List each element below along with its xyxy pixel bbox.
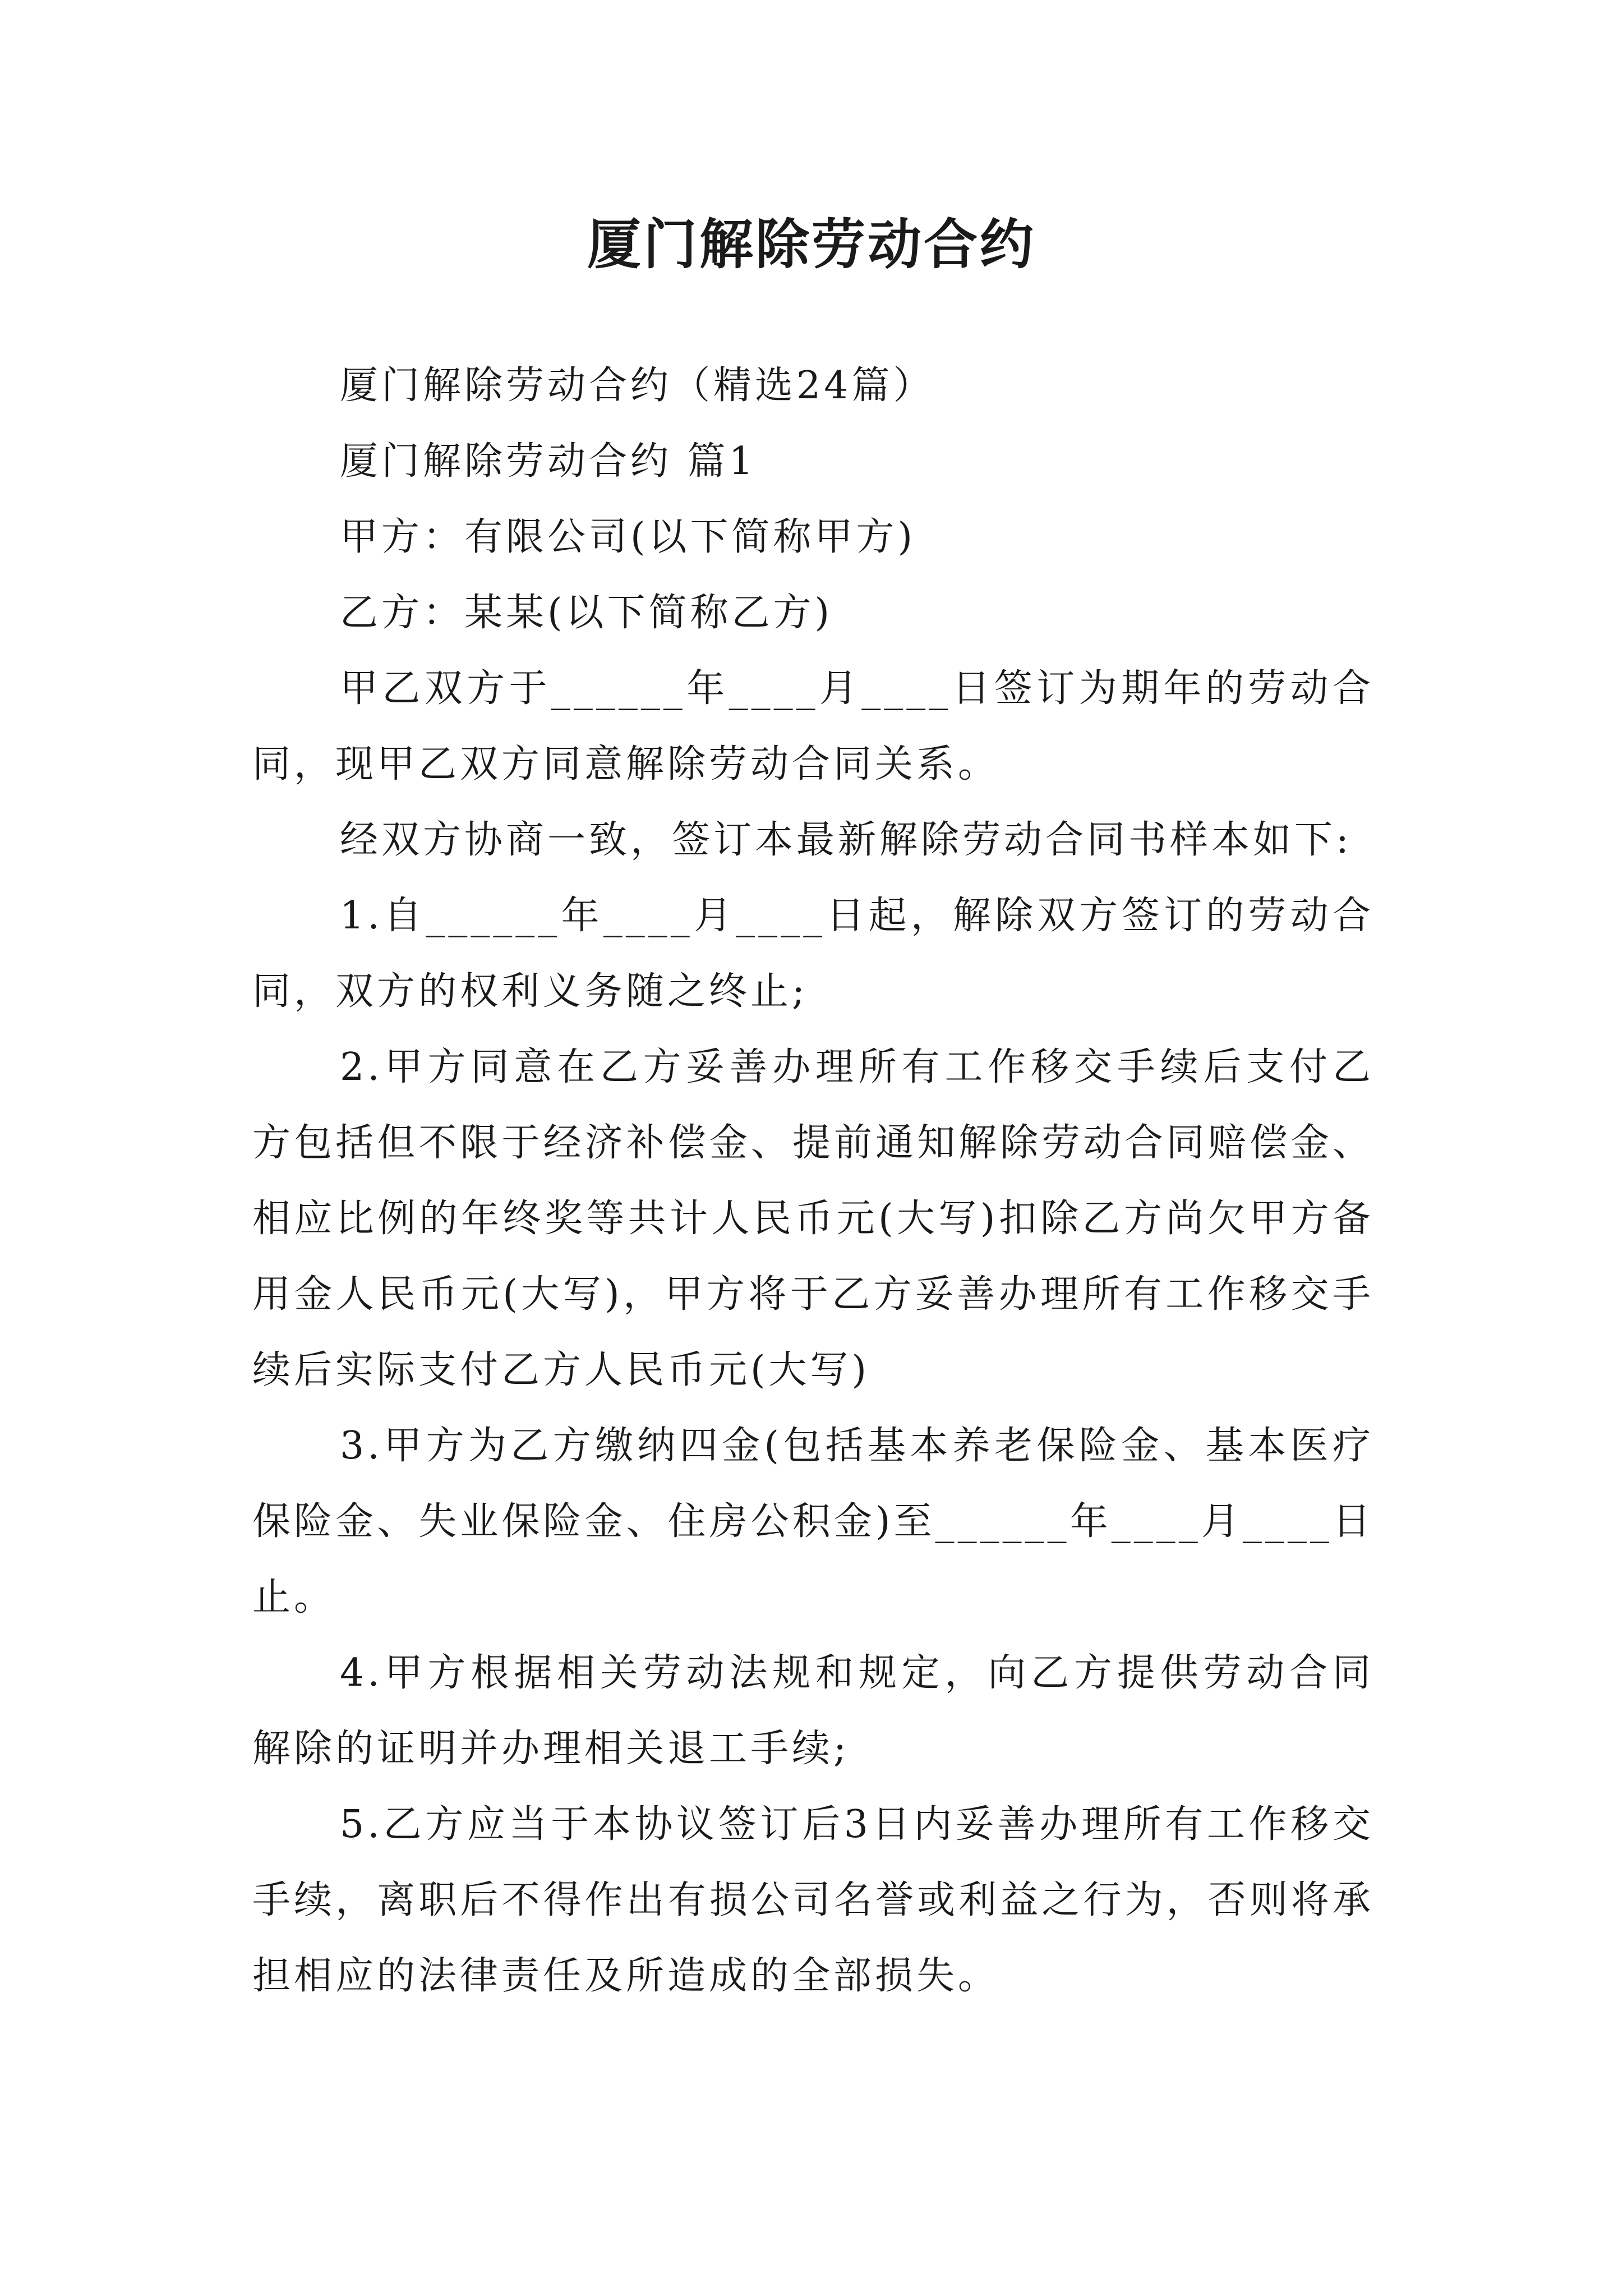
paragraph-clause-4: 4.甲方根据相关劳动法规和规定，向乙方提供劳动合同解除的证明并办理相关退工手续; <box>252 1651 1374 1771</box>
paragraph-clause-1: 1.自______年____月____日起，解除双方签订的劳动合同，双方的权利义务随之终止; <box>252 894 1374 1014</box>
paragraph-section-heading: 厦门解除劳动合约 篇1 <box>340 439 757 484</box>
paragraph-clause-2: 2.甲方同意在乙方妥善办理所有工作移交手续后支付乙方包括但不限于经济补偿金、提前通知解除劳动合同赔偿金、相应比例的年终奖等共计人民币元(大写)扣除乙方尚欠甲方备用金人民币元(大写)，甲方将于乙方妥善办理所有工作移交手续后实际支付乙方人民币元(大写) <box>252 1045 1374 1392</box>
paragraph-clause-3: 3.甲方为乙方缴纳四金(包括基本养老保险金、基本医疗保险金、失业保险金、住房公积金)至______年____月____日止。 <box>252 1424 1374 1619</box>
paragraph-clause-5: 5.乙方应当于本协议签订后3日内妥善办理所有工作移交手续，离职后不得作出有损公司名誉或利益之行为，否则将承担相应的法律责任及所造成的全部损失。 <box>252 1802 1374 1998</box>
paragraph-party-a: 甲方：有限公司(以下简称甲方) <box>340 515 916 559</box>
paragraph-agreement: 经双方协商一致，签订本最新解除劳动合同书样本如下: <box>340 818 1352 862</box>
paragraph-party-b: 乙方：某某(以下简称乙方) <box>340 591 833 635</box>
document-body <box>252 348 1374 2014</box>
paragraph-subtitle: 厦门解除劳动合约（精选24篇） <box>340 364 935 408</box>
paragraph-intro: 甲乙双方于______年____月____日签订为期年的劳动合同，现甲乙双方同意解除劳动合同关系。 <box>252 666 1374 786</box>
document-title: 厦门解除劳动合约 <box>587 213 1036 276</box>
